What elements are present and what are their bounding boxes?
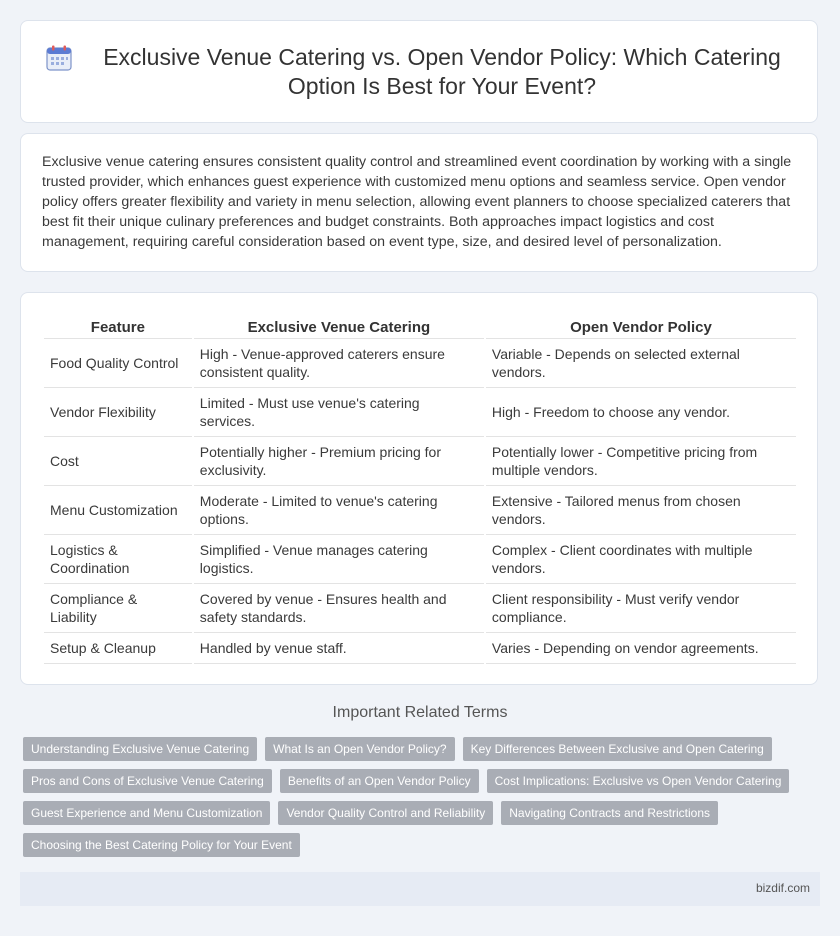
header-exclusive: Exclusive Venue Catering (194, 314, 484, 339)
calendar-icon (46, 45, 72, 71)
site-link[interactable]: bizdif.com (755, 881, 810, 895)
footer (20, 872, 820, 906)
open-vendor-cell: High - Freedom to choose any vendor. (486, 388, 796, 437)
header-feature: Feature (44, 314, 192, 339)
table-row (44, 339, 796, 388)
exclusive-cell: Handled by venue staff. (194, 633, 484, 664)
feature-cell: Logistics & Coordination (44, 535, 192, 584)
related-term-tag[interactable]: Navigating Contracts and Restrictions (501, 801, 718, 825)
feature-cell: Vendor Flexibility (44, 388, 192, 437)
related-term-tag[interactable]: Vendor Quality Control and Reliability (278, 801, 493, 825)
related-term-tag[interactable]: What Is an Open Vendor Policy? (265, 737, 454, 761)
exclusive-cell: Moderate - Limited to venue's catering options. (194, 486, 484, 535)
feature-cell: Compliance & Liability (44, 584, 192, 633)
related-term-tag[interactable]: Guest Experience and Menu Customization (23, 801, 270, 825)
intro-card (20, 133, 818, 272)
related-term-tag[interactable]: Cost Implications: Exclusive vs Open Vendor Catering (487, 769, 790, 793)
comparison-card (20, 292, 818, 685)
table-header-row (44, 314, 796, 339)
table-row (44, 437, 796, 486)
table-row (44, 486, 796, 535)
page-title: Exclusive Venue Catering vs. Open Vendor Policy: Which Catering Option Is Best for Your Event? (103, 43, 781, 99)
related-term-tag[interactable]: Choosing the Best Catering Policy for Your Event (23, 833, 300, 857)
exclusive-cell: High - Venue-approved caterers ensure consistent quality. (194, 339, 484, 388)
header-open-vendor: Open Vendor Policy (486, 314, 796, 339)
open-vendor-cell: Client responsibility - Must verify vendor compliance. (486, 584, 796, 633)
feature-cell: Setup & Cleanup (44, 633, 192, 664)
related-term-tag[interactable]: Pros and Cons of Exclusive Venue Catering (23, 769, 272, 793)
feature-cell: Cost (44, 437, 192, 486)
related-terms-list (23, 737, 813, 857)
related-term-tag[interactable]: Key Differences Between Exclusive and Open Catering (463, 737, 772, 761)
open-vendor-cell: Varies - Depending on vendor agreements. (486, 633, 796, 664)
related-terms-heading: Important Related Terms (332, 704, 508, 721)
exclusive-cell: Simplified - Venue manages catering logistics. (194, 535, 484, 584)
table-row (44, 388, 796, 437)
feature-cell: Menu Customization (44, 486, 192, 535)
table-row (44, 633, 796, 664)
table-row (44, 535, 796, 584)
exclusive-cell: Limited - Must use venue's catering services. (194, 388, 484, 437)
related-term-tag[interactable]: Understanding Exclusive Venue Catering (23, 737, 257, 761)
open-vendor-cell: Complex - Client coordinates with multiple vendors. (486, 535, 796, 584)
open-vendor-cell: Extensive - Tailored menus from chosen vendors. (486, 486, 796, 535)
open-vendor-cell: Potentially lower - Competitive pricing from multiple vendors. (486, 437, 796, 486)
table-row (44, 584, 796, 633)
related-term-tag[interactable]: Benefits of an Open Vendor Policy (280, 769, 479, 793)
intro-paragraph: Exclusive venue catering ensures consistent quality control and streamlined event coordination by working with a single trusted provider, which enhances guest experience with customized menu options and seamless service. Open vendor policy offers greater flexibility and variety in menu selection, allowing event planners to choose specialized caterers that best fit their unique culinary preferences and budget constraints. Both approaches impact logistics and cost management, requiring careful consideration based on event type, size, and desired level of personalization. (42, 154, 792, 250)
exclusive-cell: Potentially higher - Premium pricing for exclusivity. (194, 437, 484, 486)
exclusive-cell: Covered by venue - Ensures health and safety standards. (194, 584, 484, 633)
title-card (20, 20, 818, 123)
feature-cell: Food Quality Control (44, 339, 192, 388)
comparison-table (42, 314, 798, 664)
open-vendor-cell: Variable - Depends on selected external vendors. (486, 339, 796, 388)
